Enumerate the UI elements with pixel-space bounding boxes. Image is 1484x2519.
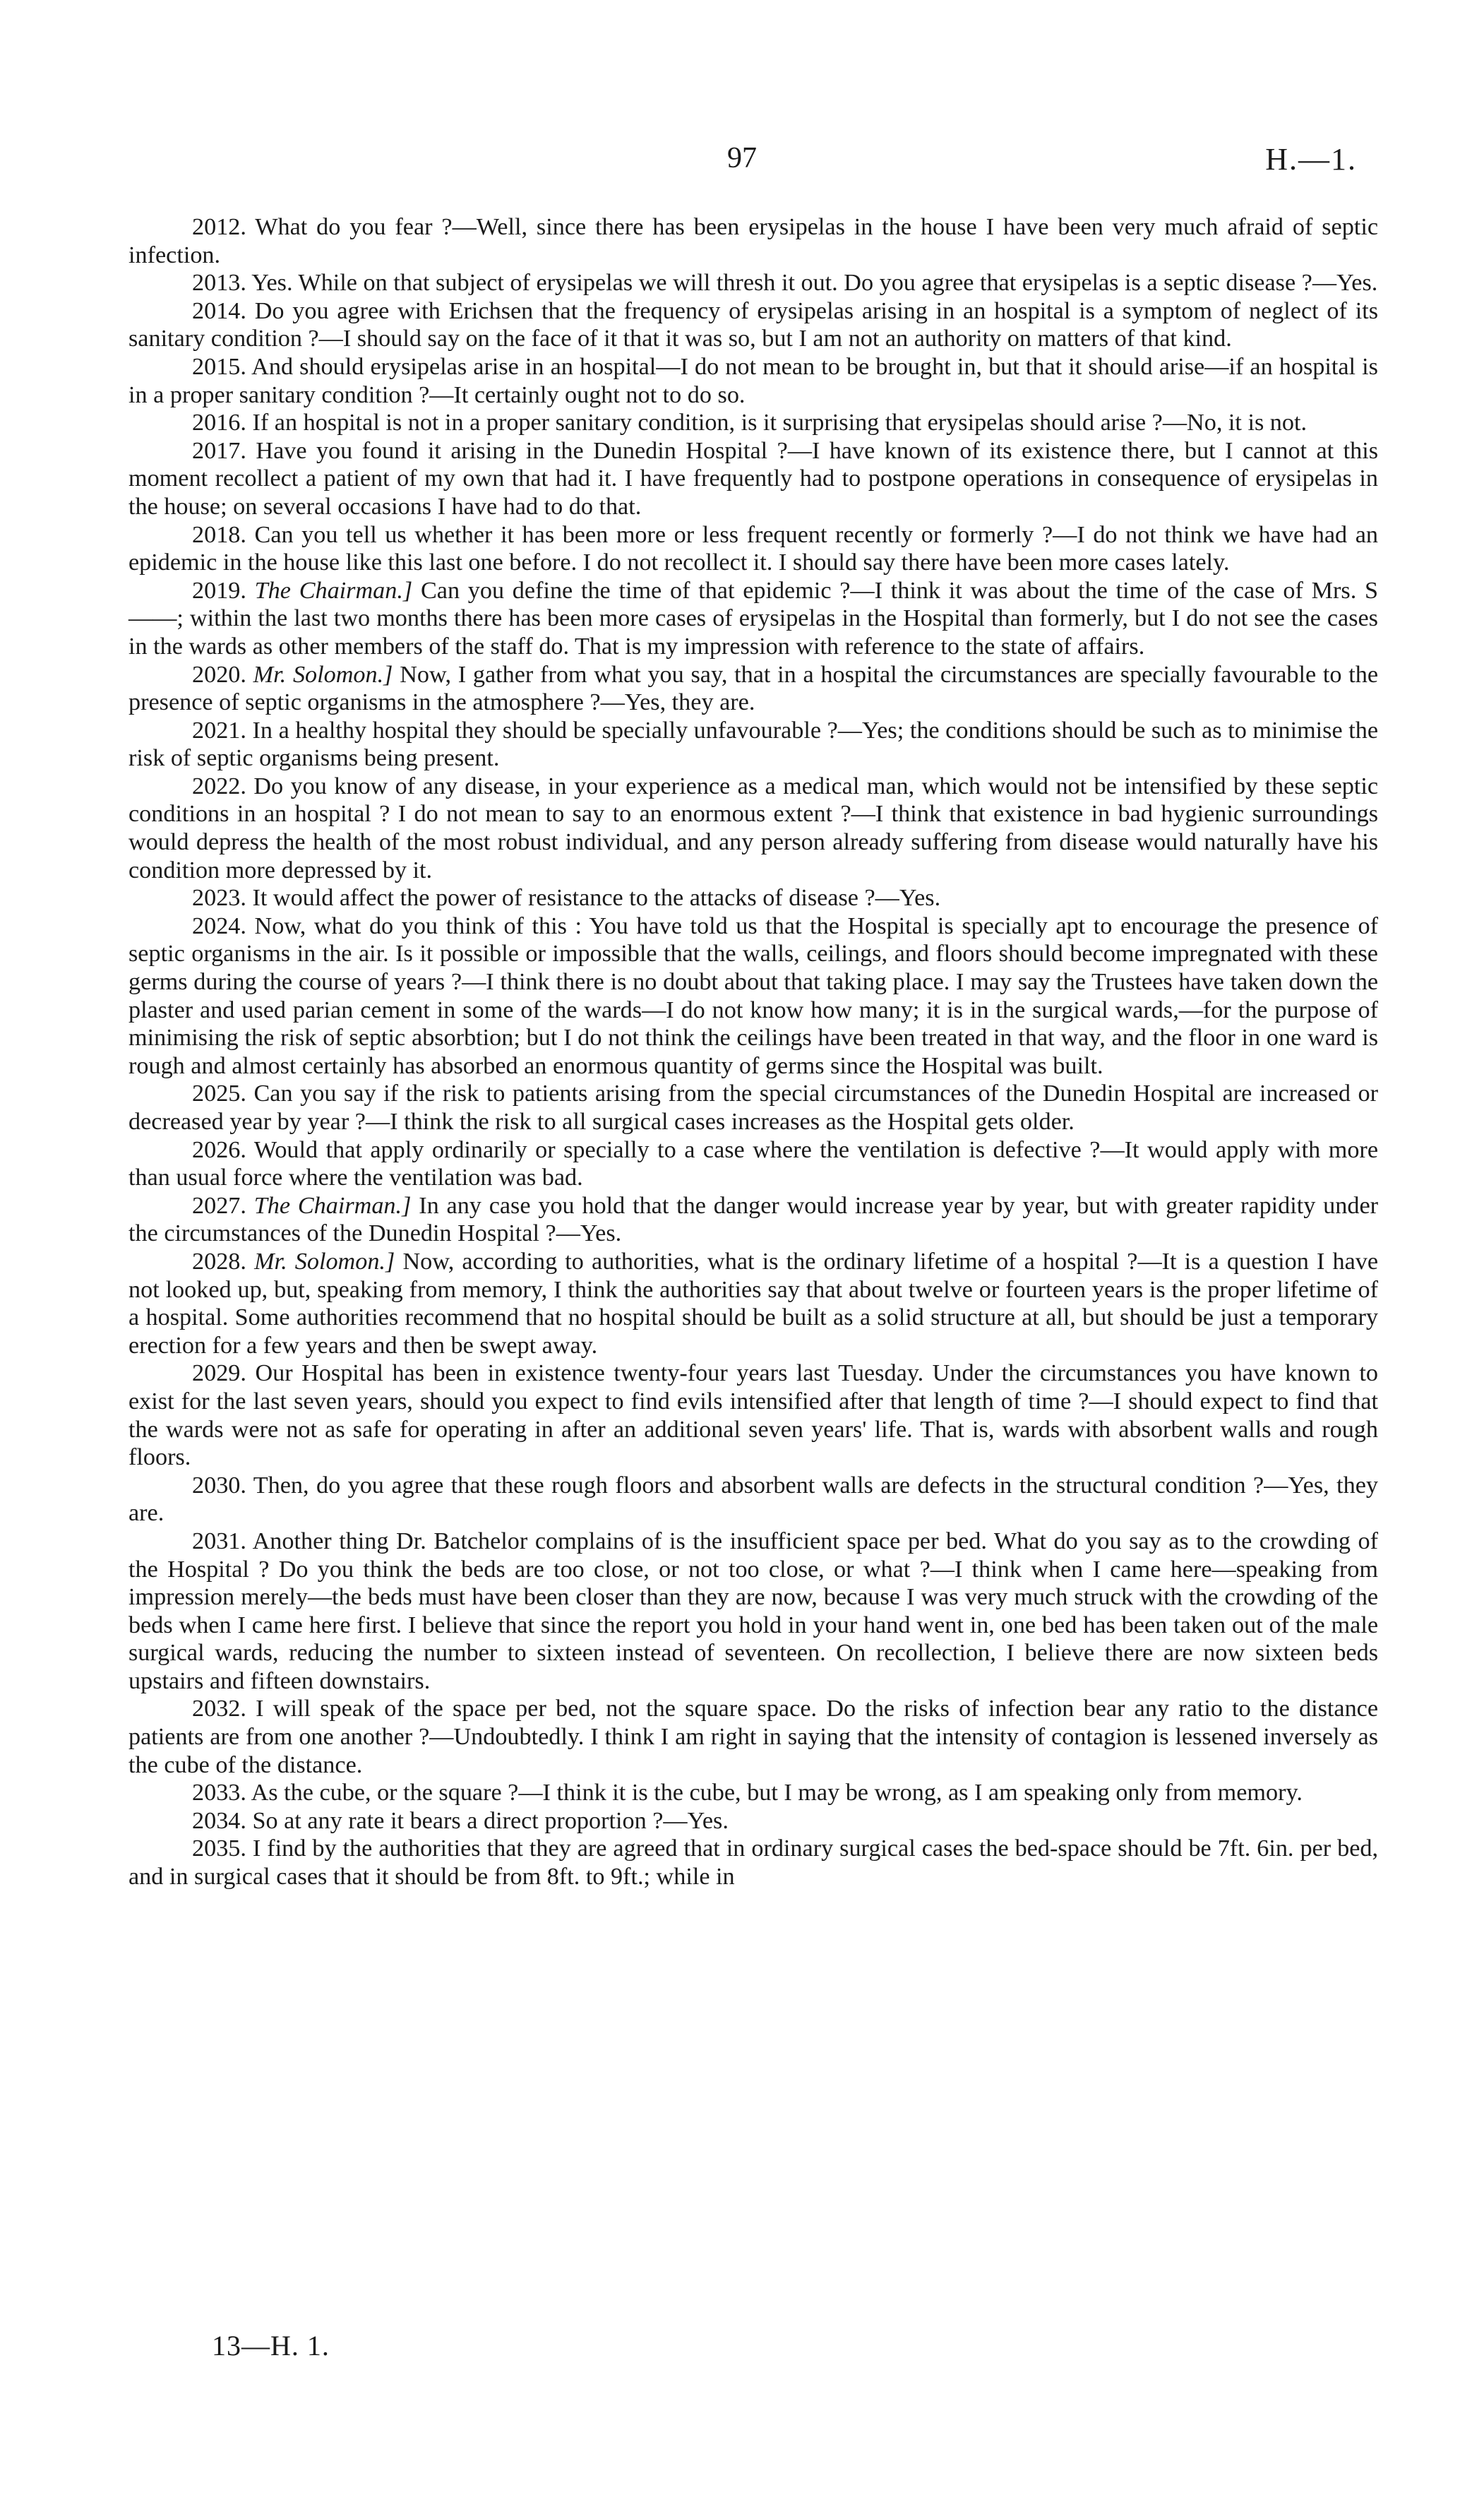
speaker-label: The Chairman.] — [253, 1192, 412, 1219]
question-number: 2014. — [192, 297, 246, 324]
question-number: 2033. — [192, 1780, 246, 1806]
question-number: 2016. — [192, 410, 246, 436]
question-paragraph — [128, 409, 1378, 437]
question-text: If an hospital is not in a proper sanitary condition, is it surprising that erysipelas should arise ?—No, it is not. — [252, 410, 1308, 436]
question-paragraph — [128, 884, 1378, 912]
question-number: 2031. — [192, 1528, 246, 1554]
question-number: 2029. — [192, 1360, 246, 1387]
question-text: Now, what do you think of this : You have told us that the Hospital is specially apt to encourage the presence of septic organisms in the air. Is it possible or impossible that the walls, ceilings, and floors should become impregnated with these germs during the course of years ?—I think there is no doubt about that taking place. I may say the Trustees have taken down the plaster and used parian cement in some of the wards—I do not know how many; it is in the surgical wards,—for the purpose of minimising the risk of septic absorbtion; but I do not think the ceilings have been treated in that way, and the floor in one ward is rough and almost certainly has absorbed an enormous quantity of germs since the Hospital was built. — [128, 912, 1379, 1079]
question-paragraph — [128, 1472, 1378, 1528]
question-paragraph — [128, 1528, 1378, 1696]
question-number: 2019. — [192, 577, 246, 604]
document-reference: H.—1. — [1265, 142, 1357, 177]
question-text: In a healthy hospital they should be specially unfavourable ?—Yes; the conditions should be such as to minimise the risk of septic organisms being present. — [128, 717, 1379, 772]
question-text: Can you tell us whether it has been more or less frequent recently or formerly ?—I do not think we have had an epidemic in the house like this last one before. I do not recollect it. I should say there have been more cases lately. — [128, 521, 1379, 576]
question-number: 2013. — [192, 270, 246, 297]
speaker-label: Mr. Solomon.] — [253, 661, 393, 688]
question-paragraph — [128, 1080, 1378, 1136]
question-text: It would affect the power of resistance to the attacks of disease ?—Yes. — [252, 885, 941, 912]
question-paragraph — [128, 1192, 1378, 1248]
question-paragraph — [128, 521, 1378, 577]
question-paragraph — [128, 1695, 1378, 1779]
question-text: Can you define the time of that epidemic ?—I think it was about the time of the case of Mrs. S——; within the last two months there has been more cases of erysipelas in the Hospital than formerly, but I do not see the cases in the wards as other members of the staff do. That is my impression with reference to the state of affairs. — [128, 577, 1379, 660]
question-text: I will speak of the space per bed, not the square space. Do the risks of infection bear any ratio to the distance patients are from one another ?—Undoubtedly. I think I am right in saying that the intensity of contagion is lessened inversely as the cube of the distance. — [128, 1696, 1379, 1778]
speaker-label: Mr. Solomon.] — [254, 1248, 395, 1275]
question-text: Do you know of any disease, in your experience as a medical man, which would not be intensified by these septic conditions in an hospital ? I do not mean to say to an enormous extent ?—I think that existence in bad hygienic surroundings would depress the health of the most robust individual, and any person already suffering from disease would naturally have his condition more depressed by it. — [128, 773, 1379, 883]
question-text: Can you say if the risk to patients arising from the special circumstances of the Dunedin Hospital are increased or decreased year by year ?—I think the risk to all surgical cases increases as the Hospital gets older. — [128, 1080, 1378, 1135]
question-number: 2012. — [192, 214, 246, 240]
question-paragraph — [128, 213, 1378, 269]
question-text: Do you agree with Erichsen that the frequency of erysipelas arising in an hospital is a symptom of neglect of its sanitary condition ?—I should say on the face of it that it was so, but I am not an authority on matters of that kind. — [128, 297, 1378, 352]
question-text: Yes. While on that subject of erysipelas we will thresh it out. Do you agree that erysipelas is a septic disease ?—Yes. — [251, 270, 1378, 297]
question-paragraph — [128, 1807, 1378, 1835]
evidence-body — [128, 213, 1378, 1891]
question-paragraph — [128, 297, 1378, 353]
question-paragraph — [128, 1359, 1378, 1471]
question-paragraph — [128, 1779, 1378, 1807]
question-number: 2025. — [192, 1080, 246, 1107]
page-number: 97 — [727, 142, 757, 174]
question-number: 2023. — [192, 885, 246, 912]
question-number: 2020. — [192, 661, 246, 688]
question-paragraph — [128, 437, 1378, 521]
question-number: 2017. — [192, 437, 246, 464]
question-number: 2027. — [192, 1192, 246, 1219]
question-text: Would that apply ordinarily or specially to a case where the ventilation is defective ?—It would apply with more than usual force where the ventilation was bad. — [128, 1136, 1378, 1191]
question-number: 2030. — [192, 1472, 246, 1499]
question-text: Now, according to authorities, what is the ordinary lifetime of a hospital ?—It is a question I have not looked up, but, speaking from memory, I think the authorities say that about twelve or fourteen years is the proper lifetime of a hospital. Some authorities recommend that no hospital should be built as a solid structure at all, but should be just a temporary erection for a few years and then be swept away. — [128, 1248, 1379, 1359]
question-paragraph — [128, 1835, 1378, 1890]
question-paragraph — [128, 661, 1378, 717]
question-text: Our Hospital has been in existence twenty-four years last Tuesday. Under the circumstances you have known to exist for the last seven years, should you expect to find evils intensified after that length of time ?—I should expect to find that the wards were not as safe for operating in after an additional seven years' life. That is, wards with absorbent walls and rough floors. — [128, 1360, 1379, 1471]
question-paragraph — [128, 1248, 1378, 1359]
question-text: And should erysipelas arise in an hospital—I do not mean to be brought in, but that it should arise—if an hospital is in a proper sanitary condition ?—It certainly ought not to do so. — [128, 353, 1378, 408]
question-paragraph — [128, 353, 1378, 409]
question-text: In any case you hold that the danger would increase year by year, but with greater rapidity under the circumstances of the Dunedin Hospital ?—Yes. — [128, 1192, 1379, 1247]
question-paragraph — [128, 577, 1378, 661]
question-paragraph — [128, 269, 1378, 297]
question-number: 2021. — [192, 717, 246, 744]
question-number: 2018. — [192, 521, 246, 548]
question-number: 2015. — [192, 353, 246, 380]
question-text: Then, do you agree that these rough floors and absorbent walls are defects in the structural condition ?—Yes, they are. — [128, 1472, 1378, 1527]
question-paragraph — [128, 1136, 1378, 1192]
question-number: 2022. — [192, 773, 246, 799]
question-text: What do you fear ?—Well, since there has been erysipelas in the house I have been very much afraid of septic infection. — [128, 214, 1378, 268]
sheet-signature: 13—H. 1. — [212, 2330, 330, 2362]
question-number: 2028. — [192, 1248, 246, 1275]
question-text: Another thing Dr. Batchelor complains of is the insufficient space per bed. What do you say as to the crowding of the Hospital ? Do you think the beds are too close, or not too close, or what ?—I think when I came here—speaking from impression merely—the beds must have been closer than they are now, because I was very much struck with the crowding of the beds when I came here first. I believe that since the report you hold in your hand went in, one bed has been taken out of the male surgical wards, reducing the number to sixteen instead of seventeen. On recollection, I believe there are now sixteen beds upstairs and fifteen downstairs. — [128, 1528, 1378, 1694]
question-number: 2032. — [192, 1696, 246, 1722]
question-number: 2034. — [192, 1807, 246, 1834]
question-text: I find by the authorities that they are agreed that in ordinary surgical cases the bed-space should be 7ft. 6in. per bed, and in surgical cases that it should be from 8ft. to 9ft.; while in — [128, 1835, 1379, 1890]
speaker-label: The Chairman.] — [254, 577, 413, 604]
question-number: 2026. — [192, 1136, 246, 1163]
question-number: 2024. — [192, 912, 246, 939]
question-text: Have you found it arising in the Dunedin Hospital ?—I have known of its existence there, but I cannot at this moment recollect a patient of my own that had it. I have frequently had to postpone operations in consequence of erysipelas in the house; on several occasions I have had to do that. — [128, 437, 1379, 520]
question-text: So at any rate it bears a direct proportion ?—Yes. — [252, 1807, 729, 1834]
question-text: As the cube, or the square ?—I think it is the cube, but I may be wrong, as I am speaking only from memory. — [251, 1780, 1303, 1806]
question-paragraph — [128, 912, 1378, 1080]
page-header — [127, 141, 1357, 184]
question-paragraph — [128, 717, 1378, 773]
question-text: Now, I gather from what you say, that in a hospital the circumstances are specially favourable to the presence of septic organisms in the atmosphere ?—Yes, they are. — [128, 661, 1379, 716]
question-number: 2035. — [192, 1835, 246, 1862]
question-paragraph — [128, 773, 1378, 884]
